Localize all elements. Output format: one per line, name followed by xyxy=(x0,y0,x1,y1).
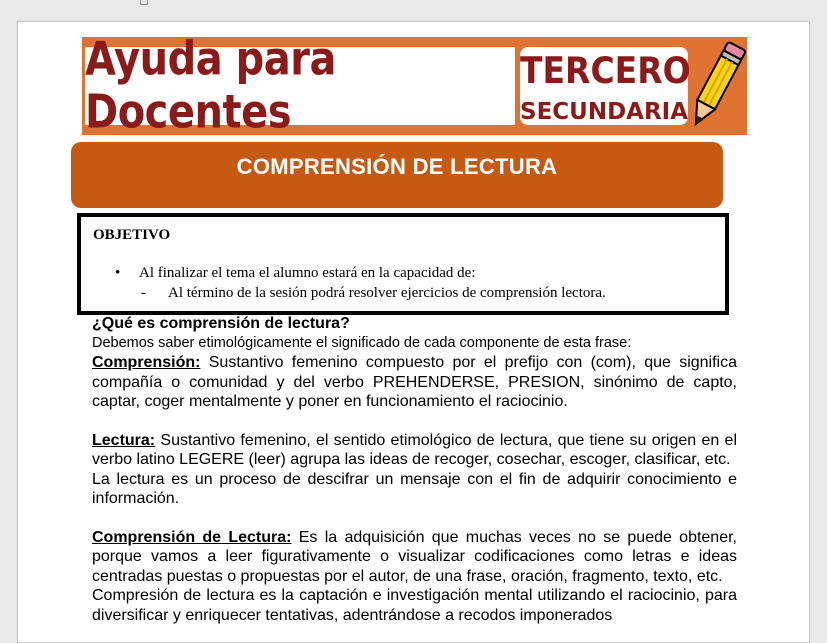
paragraph-lectura-text: Sustantivo femenino, el sentido etimológico de lectura, que tiene su origen en el verbo latino LEGERE (leer) agrupa las ideas de recoger, cosechar, escoger, clasificar, etc. xyxy=(92,431,737,468)
section-title: COMPRENSIÓN DE LECTURA xyxy=(236,154,558,179)
paragraph-lectura xyxy=(92,431,737,470)
text-cursor-mark xyxy=(140,0,148,5)
objective-heading: OBJETIVO xyxy=(93,227,171,243)
document-page[interactable] xyxy=(17,21,810,643)
objective-bullet xyxy=(115,265,476,282)
header-banner xyxy=(82,33,747,139)
objective-subitem-text: Al término de la sesión podrá resolver ejercicios de comprensión lectora. xyxy=(168,285,606,301)
paragraph-compresion: Compresión de lectura es la captación e investigación mental utilizando el raciocinio, para diversificar y enriquecer tentativas, adentrándose a recodos imponerados xyxy=(92,587,737,624)
objective-subitem xyxy=(141,285,606,302)
body-text[interactable] xyxy=(92,314,737,625)
intro-paragraph: Debemos saber etimológicamente el significado de cada componente de esta frase: xyxy=(92,334,632,351)
question-heading: ¿Qué es comprensión de lectura? xyxy=(92,315,350,332)
term-comprension: Comprensión: xyxy=(92,354,201,371)
paragraph-comprension-lectura xyxy=(92,528,737,587)
paragraph-comprension-lectura-text: Es la adquisición que muchas veces no se puede obtener, porque vamos a leer figurativamente o visualizar codificaciones como letras e ideas centradas puestas o propuestas por el autor, de una frase, oración, fragmento, texto, etc. xyxy=(92,528,737,585)
paragraph-comprension xyxy=(92,353,737,412)
banner-title-box xyxy=(85,33,515,139)
banner-title: Ayuda para Docentes xyxy=(85,33,336,139)
bullet-icon: • xyxy=(115,265,121,281)
paragraph-lectura-2: La lectura es un proceso de descifrar un mensaje con el fin de adquirir conocimiento e información. xyxy=(92,470,737,507)
section-title-bar xyxy=(71,142,723,208)
term-comprension-lectura: Comprensión de Lectura: xyxy=(92,528,292,546)
grade-badge xyxy=(520,47,691,125)
objective-box xyxy=(78,214,728,314)
pencil-icon xyxy=(686,39,746,134)
dash-icon: - xyxy=(141,285,146,301)
term-lectura: Lectura: xyxy=(92,431,156,449)
paragraph-comprension-text: Sustantivo femenino compuesto por el prefijo con (com), que significa compañía o comunidad y del verbo PREHENDERSE, PRESION, sinónimo de capto, captar, coger mentalmente y poner en funcionamiento el raciocinio. xyxy=(92,354,737,410)
grade-label: TERCERO xyxy=(520,49,691,92)
level-label: SECUNDARIA xyxy=(520,99,689,125)
objective-bullet-text: Al finalizar el tema el alumno estará en la capacidad de: xyxy=(139,265,476,281)
